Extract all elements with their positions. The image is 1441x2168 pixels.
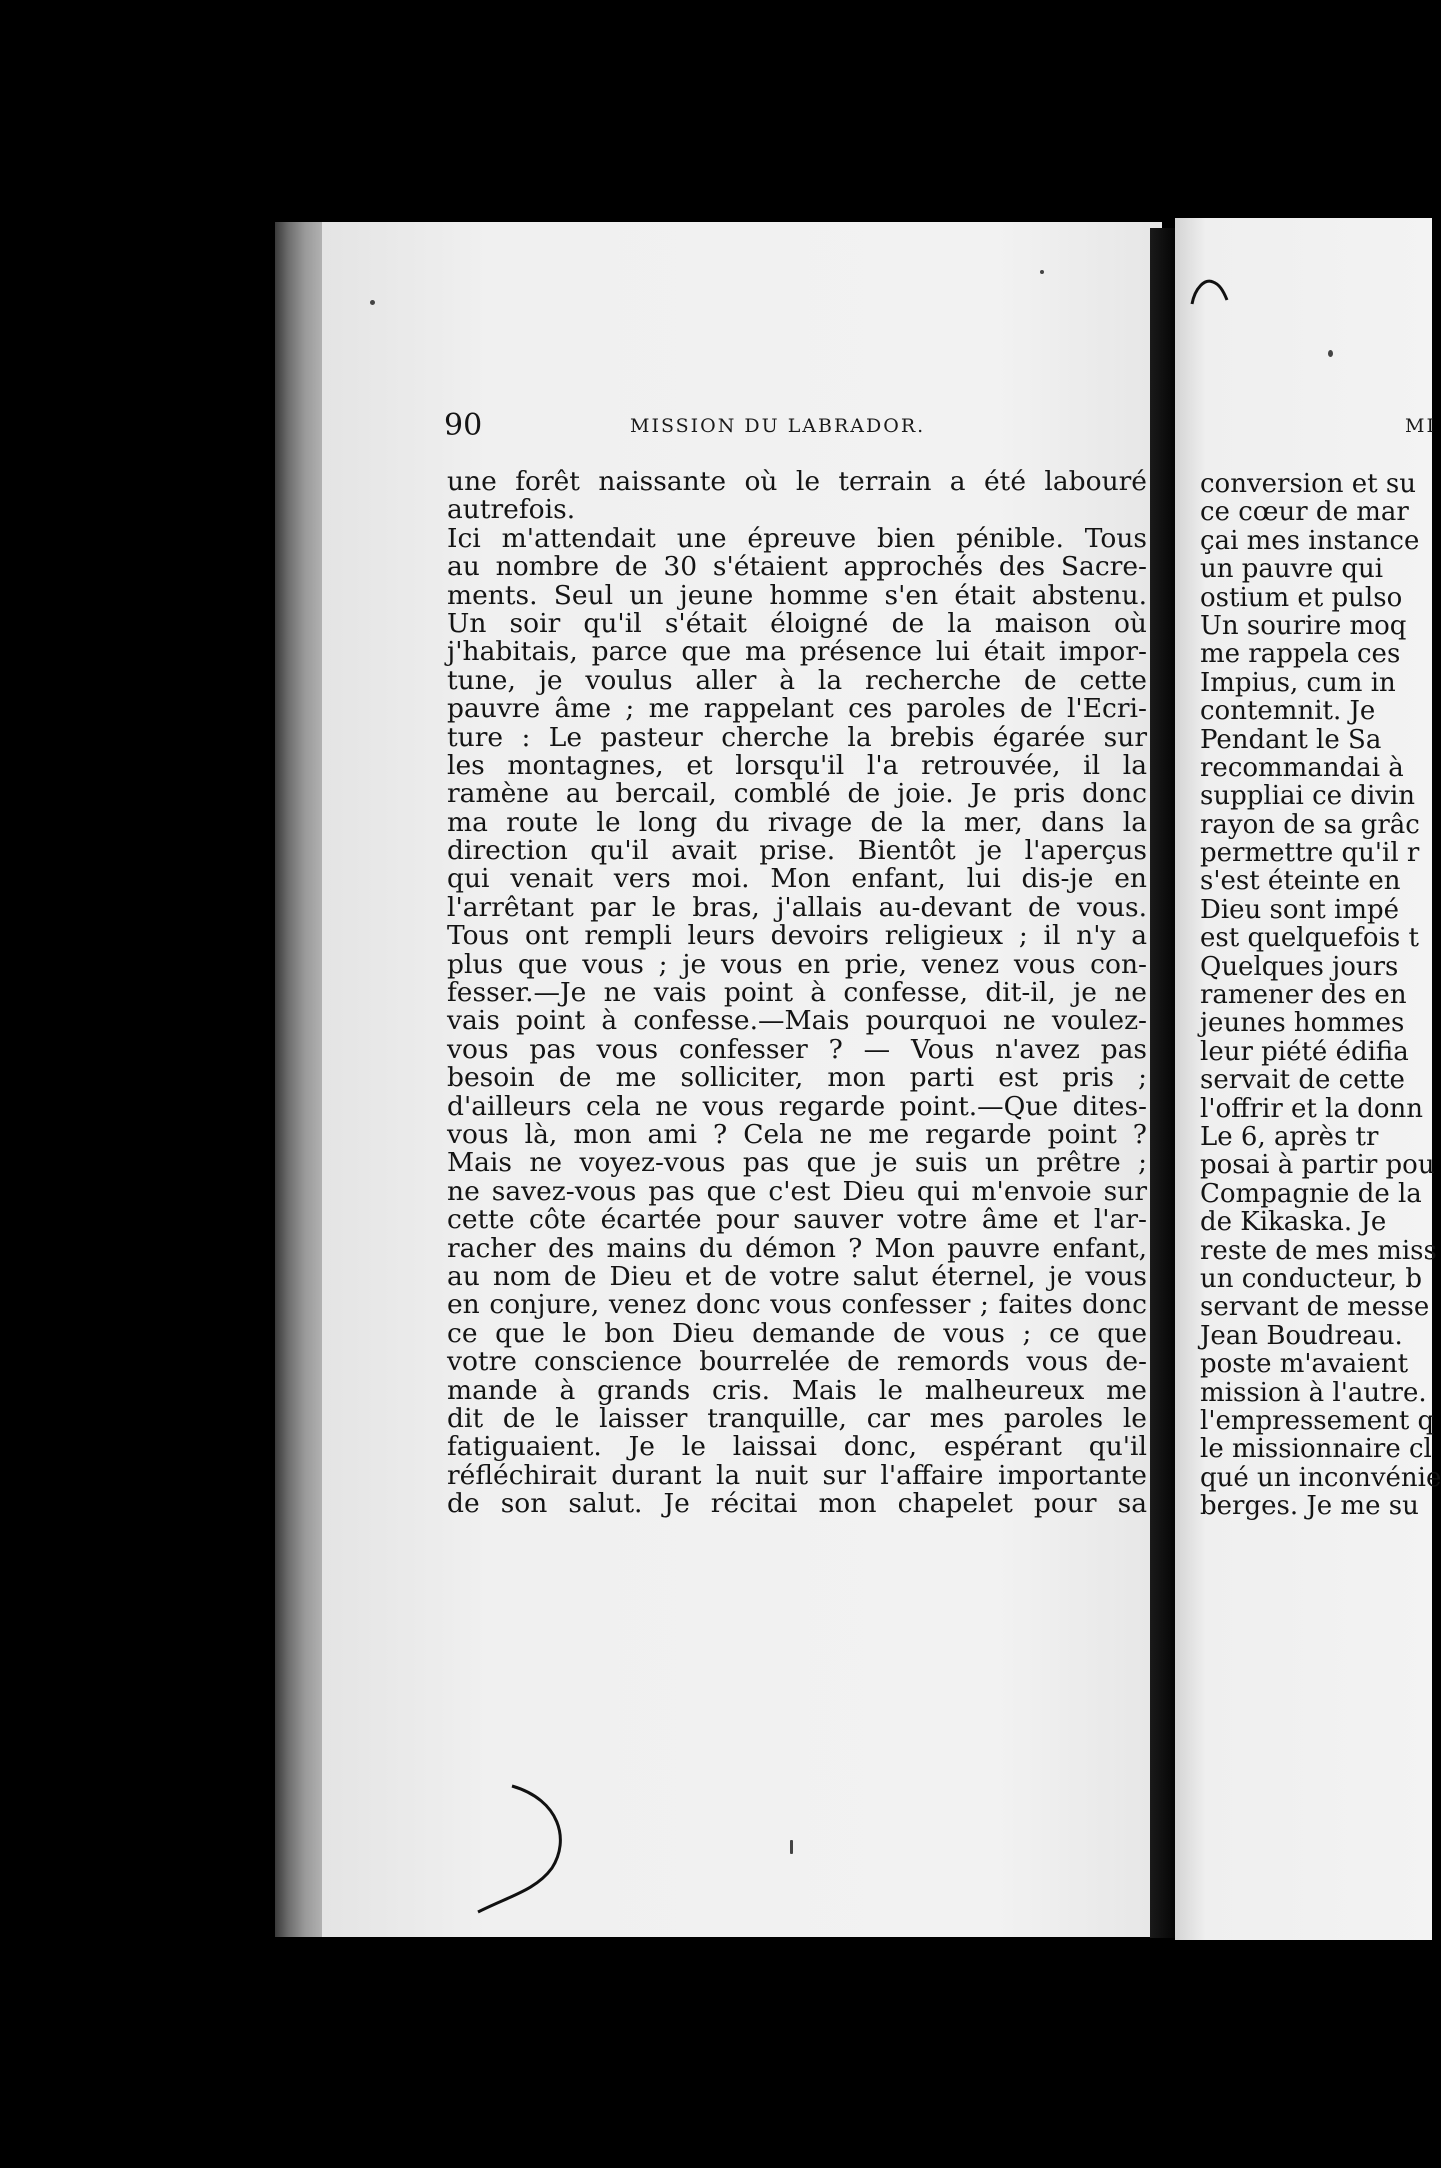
right-page-text-line: leur piété édifia <box>1200 1036 1409 1067</box>
right-page-text-line: ramener des en <box>1200 980 1407 1011</box>
left-page-text-line: l'arrêtant par le bras, j'allais au-devant de vous. <box>447 891 1147 923</box>
right-page-text-line: le missionnaire cl <box>1200 1434 1432 1465</box>
left-page-text-line: vous pas vous confesser ? — Vous n'avez pas <box>447 1033 1147 1065</box>
left-page-text-line: fesser.—Je ne vais point à confesse, dit-il, je ne <box>447 977 1147 1009</box>
right-page-text-line: servant de messe <box>1200 1292 1430 1323</box>
page-number: 90 <box>444 408 483 443</box>
right-page-text-line: est quelquefois t <box>1200 923 1419 954</box>
left-page-text-line: au nombre de 30 s'étaient approchés des Sacre- <box>447 551 1147 583</box>
left-page-text-line: ramène au bercail, comblé de joie. Je pris donc <box>447 778 1147 810</box>
right-page-text-line: çai mes instance <box>1200 525 1420 556</box>
left-page-text-line: au nom de Dieu et de votre salut éternel, je vous <box>447 1260 1147 1292</box>
right-page-text-line: servait de cette <box>1200 1065 1405 1096</box>
right-page-text-line: suppliai ce divin <box>1200 781 1416 812</box>
left-page-text-line: ce que le bon Dieu demande de vous ; ce que <box>447 1317 1147 1349</box>
left-page-text-line: vais point à confesse.—Mais pourquoi ne voulez- <box>447 1005 1147 1037</box>
left-page-text-line: ma route le long du rivage de la mer, dans la <box>447 806 1147 838</box>
right-page-text <box>1200 470 1440 1520</box>
right-page-text-line: Pendant le Sa <box>1200 724 1382 755</box>
left-page-text-line: réfléchirait durant la nuit sur l'affaire importante <box>447 1459 1147 1491</box>
left-page-text-line: tune, je voulus aller à la recherche de cette <box>447 664 1147 696</box>
left-page-text-line: besoin de me solliciter, mon parti est pris ; <box>447 1062 1147 1094</box>
scan-speck <box>1328 350 1333 357</box>
right-page-text-line: Jean Boudreau. <box>1200 1320 1403 1351</box>
pen-squiggle-mark <box>1187 268 1247 318</box>
left-page-text-line: votre conscience bourrelée de remords vous de- <box>447 1346 1147 1378</box>
left-page-text-line: j'habitais, parce que ma présence lui était impor- <box>447 636 1147 668</box>
left-page-text-line: ments. Seul un jeune homme s'en était abstenu. <box>447 579 1147 611</box>
left-page-text-line: Tous ont rempli leurs devoirs religieux ; il n'y a <box>447 920 1147 952</box>
right-page-text-line: Impius, cum in <box>1200 667 1396 698</box>
left-page-text-line: vous là, mon ami ? Cela ne me regarde point ? <box>447 1118 1147 1150</box>
scan-speck <box>1040 270 1044 274</box>
left-page-text-line: mande à grands cris. Mais le malheureux me <box>447 1374 1147 1406</box>
left-page-text-line: autrefois. <box>447 494 576 526</box>
right-page-text-line: jeunes hommes <box>1200 1008 1405 1039</box>
left-page-text-line: en conjure, venez donc vous confesser ; faites donc <box>447 1289 1147 1321</box>
right-page-text-line: mission à l'autre. <box>1200 1377 1427 1408</box>
left-page-text-line: Un soir qu'il s'était éloigné de la maison où <box>447 607 1147 639</box>
pen-bracket-mark <box>470 1780 580 1920</box>
right-page-text-line: poste m'avaient <box>1200 1349 1409 1380</box>
left-page-text-line: direction qu'il avait prise. Bientôt je l'aperçus <box>447 835 1147 867</box>
left-page-text-line: qui venait vers moi. Mon enfant, lui dis-je en <box>447 863 1147 895</box>
right-page-text-line: l'empressement q <box>1200 1405 1435 1436</box>
right-page-text-line: Quelques jours <box>1200 951 1399 982</box>
left-page-text <box>447 468 1147 1518</box>
left-page-text-line: ture : Le pasteur cherche la brebis égarée sur <box>447 721 1147 753</box>
left-page-text-line: dit de le laisser tranquille, car mes paroles le <box>447 1402 1147 1434</box>
left-page-text-line: racher des mains du démon ? Mon pauvre enfant, <box>447 1232 1147 1264</box>
right-running-head: MI <box>1405 415 1436 437</box>
right-page-text-line: Le 6, après tr <box>1200 1121 1379 1152</box>
running-head: MISSION DU LABRADOR. <box>630 415 926 437</box>
left-page-text-line: fatiguaient. Je le laissai donc, espérant qu'il <box>447 1431 1147 1463</box>
left-page-text-line: pauvre âme ; me rappelant ces paroles de l'Ecri- <box>447 693 1147 725</box>
right-page-text-line: contemnit. Je <box>1200 696 1376 727</box>
right-page-text-line: Compagnie de la <box>1200 1178 1422 1209</box>
right-page-text-line: conversion et su <box>1200 469 1416 499</box>
right-page-text-line: un conducteur, b <box>1200 1263 1422 1294</box>
left-page-text-line: d'ailleurs cela ne vous regarde point.—Que dites- <box>447 1090 1147 1122</box>
left-page-text-line: de son salut. Je récitai mon chapelet pour sa <box>447 1488 1147 1520</box>
right-page <box>1175 218 1441 1940</box>
right-page-text-line: de Kikaska. Je <box>1200 1207 1387 1238</box>
scan-speck <box>370 300 375 305</box>
left-page-text-line: plus que vous ; je vous en prie, venez vous con- <box>447 948 1147 980</box>
left-page-text-line: une forêt naissante où le terrain a été labouré <box>447 466 1147 497</box>
left-page-text-line: ne savez-vous pas que c'est Dieu qui m'envoie sur <box>447 1175 1147 1207</box>
left-page-text-line: cette côte écartée pour sauver votre âme et l'ar- <box>447 1204 1147 1236</box>
right-page-text-line: posai à partir pou <box>1200 1150 1435 1181</box>
right-page-text-line: ce cœur de mar <box>1200 497 1409 528</box>
right-page-text-line: berges. Je me su <box>1200 1491 1419 1522</box>
right-page-text-line: Dieu sont impé <box>1200 894 1400 925</box>
right-page-text-line: recommandai à <box>1200 752 1404 783</box>
left-page-text-line: les montagnes, et lorsqu'il l'a retrouvée, il la <box>447 749 1147 781</box>
right-page-text-line: rayon de sa grâc <box>1200 809 1420 840</box>
left-page-text-line: Ici m'attendait une épreuve bien pénible. Tous <box>447 522 1147 554</box>
right-page-text-line: reste de mes miss <box>1200 1235 1437 1266</box>
right-page-text-line: Un sourire moq <box>1200 610 1407 641</box>
right-page-text-line: l'offrir et la donn <box>1200 1093 1423 1124</box>
right-page-text-line: me rappela ces <box>1200 639 1401 670</box>
right-page-text-line: ostium et pulso <box>1200 582 1403 613</box>
left-page-text-line: Mais ne voyez-vous pas que je suis un prêtre ; <box>447 1147 1147 1179</box>
right-page-text-line: qué un inconvénie <box>1200 1462 1441 1493</box>
right-page-text-line: un pauvre qui <box>1200 554 1384 585</box>
right-page-text-line: s'est éteinte en <box>1200 866 1401 897</box>
right-page-text-line: permettre qu'il r <box>1200 838 1420 869</box>
scan-speck <box>790 1840 793 1854</box>
